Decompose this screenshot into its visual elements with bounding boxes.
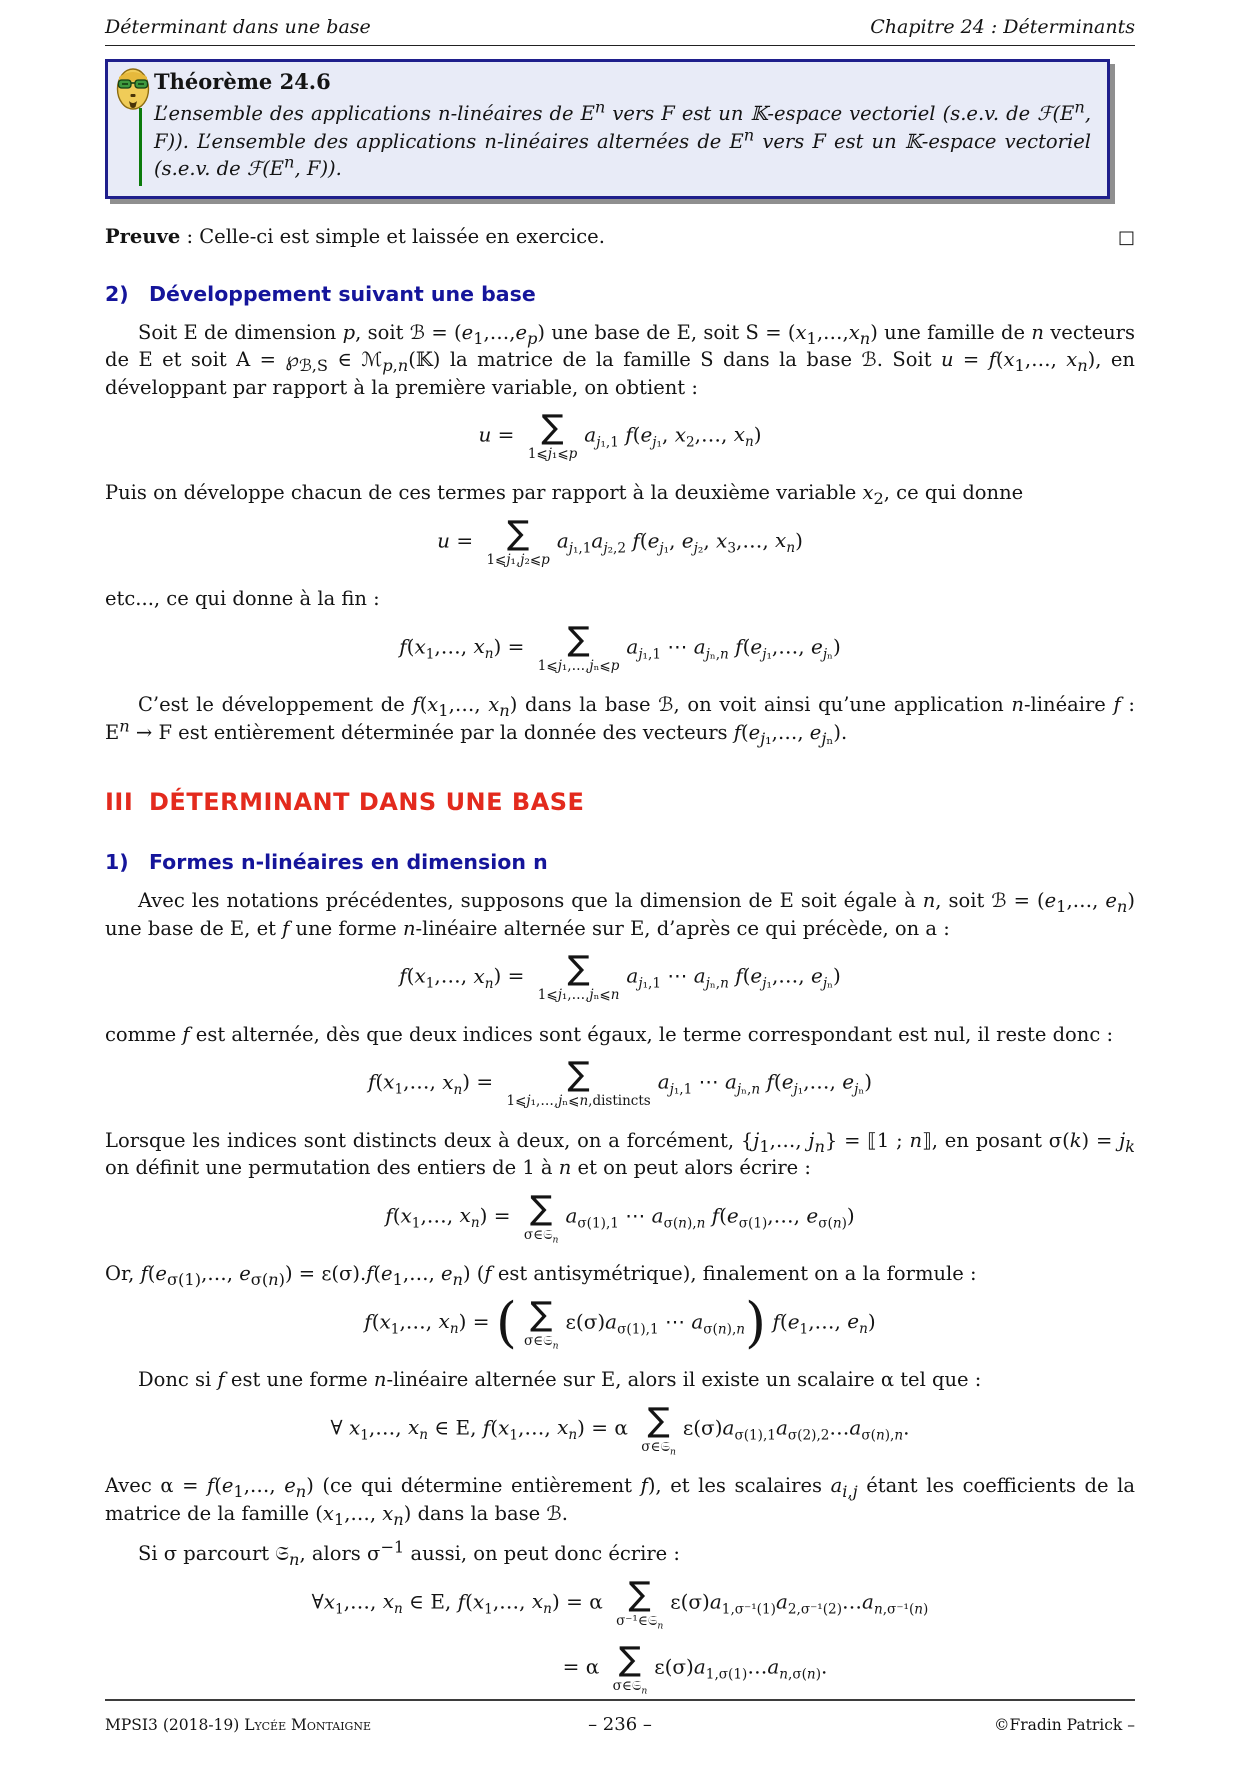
subsection-number-1: 1)	[105, 850, 129, 875]
subsection-heading-1	[105, 850, 1135, 874]
section-heading-3	[105, 788, 1135, 816]
proof-line	[105, 225, 1135, 248]
equation-f-developpement: $f(x_1,\dots$, $x_n$) = ∑ 1⩽j₁,…,jₙ⩽p $a_{j_1,1}$ ⋯ $a_{j_n,n}$ $f(e_{j_1},\dots$, $e_{j_n}$)	[399, 618, 841, 674]
subsection-heading-2	[105, 282, 1135, 306]
equation-forall-sigma-inverse: $\forall x_1,\dots$, $x_n$ ∈ E, $f(x_1,\dots$, $x_n) = \alpha$ ∑ σ⁻¹∈𝔖$_n$ $\varepsilon(\sigma)a_{1,\sigma^{-1}(1)}a_{2,\sigma^{-1}(2)}\dots a_{n,\sigma^{-1}(n)}$	[311, 1573, 929, 1632]
header-left-title: Déterminant dans une base	[105, 16, 371, 38]
paragraph-avec-les-notations: Avec les notations précédentes, supposons que la dimension de E soit égale à n, soit ℬ = ($e_1,\dots$, $e_n$) une base de E, et f une forme n-linéaire alternée sur E, d’après ce qui précède, on a :	[105, 889, 1135, 940]
paragraph-cest-le-developpement: C’est le développement de $f(x_1,\dots$, $x_n$) dans la base ℬ, on voit ainsi qu’une application n-linéaire f : $E^n \to F$ est entièrement déterminée par la donnée des vecteurs $f(e_{j_1},\dots$, $e_{j_n}$).	[105, 693, 1135, 748]
theorem-box	[105, 59, 1110, 199]
professor-face-icon	[113, 65, 153, 115]
equation-f-formule-epsilon: $f(x_1,\dots$, $x_n$) = ( ∑ σ∈𝔖$_n$ $\varepsilon(\sigma)a_{\sigma(1),1}$ ⋯ $a_{\sigma(n),n}$) $f(e_1,\dots$, $e_n$)	[364, 1290, 876, 1354]
footer-page-number: – 236 –	[588, 1713, 652, 1735]
theorem-body: L’ensemble des applications n-linéaires de $E^n$ vers F est un 𝕂-espace vectoriel (s.e.v. de $ℱ(E^n$, F)). L’ensemble des applications n-linéaires alternées de $E^n$ vers F est un 𝕂-espace vectoriel (s.e.v. de $ℱ(E^n$, F)).	[154, 97, 1092, 180]
equation-u-second-variable: u = ∑ 1⩽j₁,j₂⩽p $a_{j_1,1}a_{j_2,2}$ $f(e_{j_1}$, $e_{j_2}$, $x_3,\dots$, $x_n$)	[437, 512, 803, 568]
subsection-title: Développement suivant une base	[149, 281, 536, 306]
theorem-title: Théorème 24.6	[154, 69, 331, 94]
equation-forall-alpha: ∀ $x_1,\dots$, $x_n$ ∈ E, $f(x_1,\dots$, $x_n) = \alpha$ ∑ σ∈𝔖$_n$ $\varepsilon(\sigma)a_{\sigma(1),1}a_{\sigma(2),2}\dots a_{\sigma(n),n}$.	[330, 1399, 910, 1458]
equation-f-dimension-n: $f(x_1,\dots$, $x_n$) = ∑ 1⩽j₁,…,jₙ⩽n $a_{j_1,1}$ ⋯ $a_{j_n,n}$ $f(e_{j_1},\dots$, $e_{j_n}$)	[399, 948, 841, 1004]
footer-left: MPSI3 (2018-19) Lycée Montaigne	[105, 1715, 372, 1734]
equation-f-indices-distincts: $f(x_1,\dots$, $x_n$) = ∑ 1⩽j₁,…,jₙ⩽n,distincts $a_{j_1,1}$ ⋯ $a_{j_n,n}$ $f(e_{j_1},\dots$, $e_{j_n}$)	[367, 1054, 873, 1110]
paragraph-soit-e: Soit E de dimension p, soit ℬ = $(e_1,\dots,e_p)$ une base de E, soit $S = (x_1,\dots,x_n)$ une famille de n vecteurs de E et soit $A = ℘_{ℬ,S}$ ∈ ℳ$_{p,n}$(𝕂) la matrice de la famille S dans la base ℬ. Soit $u = f(x_1,\dots$, $x_n$), en développant par rapport à la première variable, on obtient :	[105, 320, 1136, 399]
equation-f-permutations: $f(x_1,\dots$, $x_n$) = ∑ σ∈𝔖$_n$ $a_{\sigma(1),1}$ ⋯ $a_{\sigma(n),n}$ $f(e_{\sigma(1)},\dots$, $e_{\sigma(n)}$)	[385, 1187, 855, 1246]
section-title: DÉTERMINANT DANS UNE BASE	[149, 788, 585, 817]
section-number: III	[105, 788, 134, 817]
paragraph-puis-on-developpe: Puis on développe chacun de ces termes par rapport à la deuxième variable $x_2$, ce qui donne	[105, 481, 1024, 509]
equation-u-first-variable: u = ∑ 1⩽j₁⩽p $a_{j_1,1}$ $f(e_{j_1}$, $x_2,\dots$, $x_n$)	[478, 407, 762, 462]
paragraph-avec-alpha: Avec $\alpha = f(e_1,\dots$, $e_n$) (ce qui détermine entièrement f), et les scalaires $a_{i,j}$ étant les coefficients de la matrice de la famille ($x_1,\dots$, $x_n$) dans la base ℬ.	[105, 1474, 1135, 1529]
page-header	[105, 16, 1135, 46]
proof-text	[105, 225, 605, 248]
subsection-title-1: Formes n-linéaires en dimension n	[149, 850, 548, 875]
proof-rest: : Celle-ci est simple et laissée en exercice.	[180, 224, 605, 248]
proof-label: Preuve	[105, 224, 181, 248]
paragraph-donc-si-f: Donc si f est une forme n-linéaire alternée sur E, alors il existe un scalaire α tel que :	[138, 1368, 982, 1392]
paragraph-lorsque-les-indices: Lorsque les indices sont distincts deux à deux, on a forcément, {$j_1,\dots$, $j_n$} = ⟦1 ; n⟧, en posant $\sigma(k) = j_k$ on définit une permutation des entiers de 1 à n et on peut alors écrire :	[105, 1128, 1135, 1180]
subsection-number: 2)	[105, 281, 129, 306]
paragraph-or-antisymetrique: Or, $f(e_{\sigma(1)},\dots$, $e_{\sigma(n)}$) = $\varepsilon(\sigma).f(e_1,\dots$, $e_n$) (f est antisymétrique), finalement on a la formule :	[105, 1262, 977, 1290]
qed-square-icon: □	[1117, 226, 1135, 248]
footer-right: ©Fradin Patrick –	[993, 1715, 1135, 1734]
equation-alpha-sigma: = α ∑ σ∈𝔖$_n$ $\varepsilon(\sigma)a_{1,\sigma(1)}\dots a_{n,\sigma(n)}$.	[562, 1639, 828, 1697]
paragraph-comme-f-alternee: comme f est alternée, dès que deux indices sont égaux, le terme correspondant est nul, il reste donc :	[105, 1022, 1114, 1046]
theorem-green-rule	[139, 108, 142, 186]
header-right-title: Chapitre 24 : Déterminants	[870, 16, 1135, 38]
page-footer	[105, 1699, 1135, 1765]
paragraph-si-sigma-parcourt: Si σ parcourt 𝔖$_n$, alors $\sigma^{-1}$ aussi, on peut donc écrire :	[138, 1537, 680, 1570]
paragraph-etc: etc..., ce qui donne à la fin :	[105, 587, 380, 611]
